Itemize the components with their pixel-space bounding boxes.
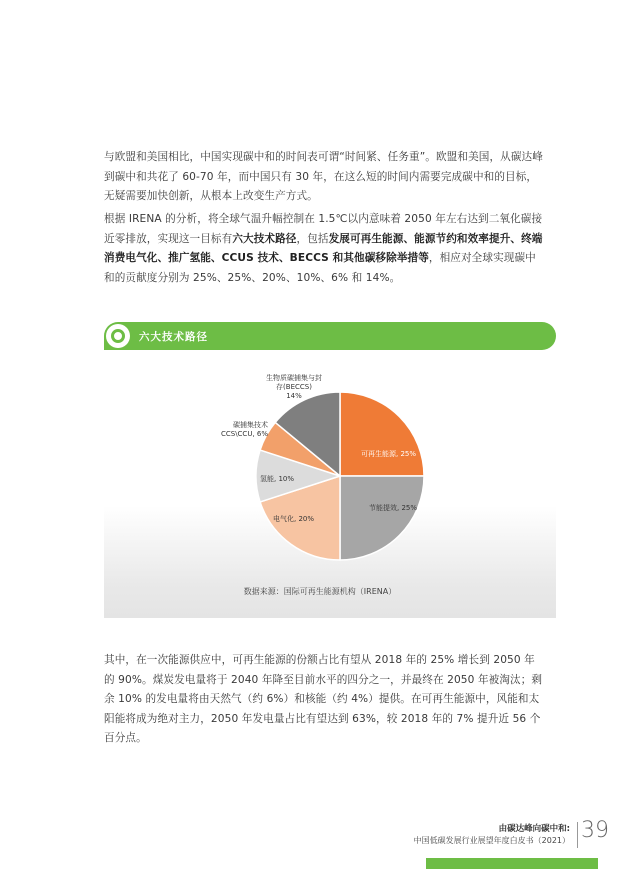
irena-text-e: ，相应对全球实现碳中和的贡献度分别为 25%、25%、20%、10%、6% 和 14%。 [104,252,536,284]
energy-paragraph: 其中，在一次能源供应中，可再生能源的份额占比有望从 2018 年的 25% 增长到 2050 年的 90%。煤炭发电量将于 2040 年降至目前水平的四分之一，并最终在 2050 年被淘汰；剩余 10% 的发电量将由天然气（约 6%）和核能（约 4%）提供。在可再生能源中，风能和太阳能将成为绝对主力，2050 年发电量占比有望达到 63%，较 2018 年的 7% 提升近 56 个百分点。 [104,654,543,745]
section-title: 六大技术路径 [139,331,208,343]
footer-title: 由碳达峰向碳中和: [498,824,570,834]
pie-label-5: 生物质碳捕集与封存(BECCS) 14% [266,374,322,400]
pie-label-2: 电气化, 20% [273,515,315,523]
chart-source: 数据来源：国际可再生能源机构（IRENA） [243,587,397,596]
footer-green-strip [426,858,598,869]
irena-bold-paths-list: 发展可再生能源、能源节约和效率提升、终端消费电气化、推广氢能、CCUS 技术、BECCS 和其他碳移除举措等 [104,232,543,265]
irena-bold-six-paths: 六大技术路径 [232,232,297,245]
page-number: 39 [581,818,609,843]
footer-divider [577,822,578,848]
pie-label-4: 碳捕集技术 CCS\CCU, 6% [220,421,268,438]
intro-paragraph: 与欧盟和美国相比，中国实现碳中和的时间表可谓“时间紧、任务重”。欧盟和美国，从碳达峰到碳中和共花了 60-70 年，而中国只有 30 年，在这么短的时间内需要完成碳中和的目标，无疑需要加快创新，从根本上改变生产方式。 [104,151,543,203]
pie-label-1: 节能提效, 25% [369,504,418,512]
pie-slice-1 [340,476,424,560]
pie-slice-0 [340,392,424,476]
irena-text-a: 根据 IRENA 的分析，将全球气温升幅控制在 1.5℃以内意味着 2050 年左右达到二氧化碳接近零排放，实现这一目标有 [104,213,543,245]
irena-text-c: ，包括 [296,232,329,245]
footer-subtitle: 中国低碳发展行业展望年度白皮书（2021） [413,836,570,845]
pie-label-0: 可再生能源, 25% [361,450,417,458]
pie-label-3: 氢能, 10% [260,475,295,483]
